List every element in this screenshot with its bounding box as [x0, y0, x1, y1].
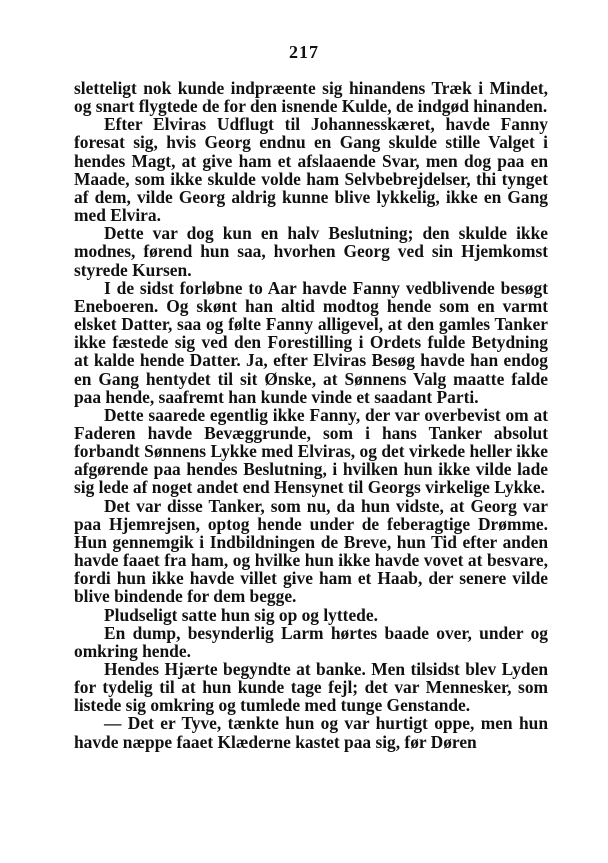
paragraph: Dette var dog kun en halv Beslutning; den skulde ikke modnes, førend hun saa, hvorhen Georg ved sin Hjemkomst styrede Kursen. — [74, 223, 548, 280]
paragraph: Det var disse Tanker, som nu, da hun vidste, at Georg var paa Hjemrejsen, optog hende under de feberagtige Drømme. Hun gennemgik i Indbildningen de Breve, hun Tid efter anden havde faaet fra ham, og hvilke hun ikke havde vovet at besvare, fordi hun ikke havde villet give ham et Haab, der senere vilde blive bindende for dem begge. — [74, 495, 548, 607]
paragraph: Pludseligt satte hun sig op og lyttede. — [104, 604, 378, 625]
paragraph: I de sidst forløbne to Aar havde Fanny vedblivende besøgt Eneboeren. Og skønt han altid modtog hende som en varmt elsket Datter, saa og følte Fanny alligevel, at den gamles Tanker ikke fæstede sig ved den Forestilling i Ordets fulde Betydning at kalde hende Datter. Ja, efter Elviras Besøg havde han endog en Gang hentydet til sit Ønske, at Sønnens Valg maatte falde paa hende, saafremt han kunde vinde et saadant Parti. — [74, 277, 548, 407]
paragraph: — Det er Tyve, tænkte hun og var hurtigt oppe, men hun havde næppe faaet Klæderne kastet paa sig, før Døren — [74, 713, 548, 752]
page-number: 217 — [289, 42, 319, 62]
paragraph: Efter Elviras Udflugt til Johannesskæret, havde Fanny foresat sig, hvis Georg endnu en Gang skulde stille Valget i hendes Magt, at give ham et afslaaende Svar, men dog paa en Maade, som ikke skulde volde ham Selvbebrejdelser, thi tynget af dem, vilde Georg aldrig kunne blive lykkelig, ikke en Gang med Elvira. — [74, 114, 548, 226]
body-text — [74, 79, 548, 751]
paragraph: Dette saarede egentlig ikke Fanny, der var overbevist om at Faderen havde Bevæggrunde, som i hans Tanker absolut forbandt Sønnens Lykke med Elviras, og det virkede heller ikke afgørende paa hendes Beslutning, i hvilken hun ikke vilde lade sig lede af noget andet end Hensynet til Georgs virkelige Lykke. — [74, 404, 548, 498]
paragraph-continuation: sletteligt nok kunde indpræente sig hinandens Træk i Mindet, og snart flygtede de for den isnende Kulde, de indgød hinanden. — [74, 78, 548, 117]
paragraph: Hendes Hjærte begyndte at banke. Men tilsidst blev Lyden for tydelig til at hun kunde tage fejl; det var Mennesker, som listede sig omkring og tumlede med tunge Genstande. — [74, 659, 548, 716]
paragraph: En dump, besynderlig Larm hørtes baade over, under og omkring hende. — [74, 622, 548, 661]
